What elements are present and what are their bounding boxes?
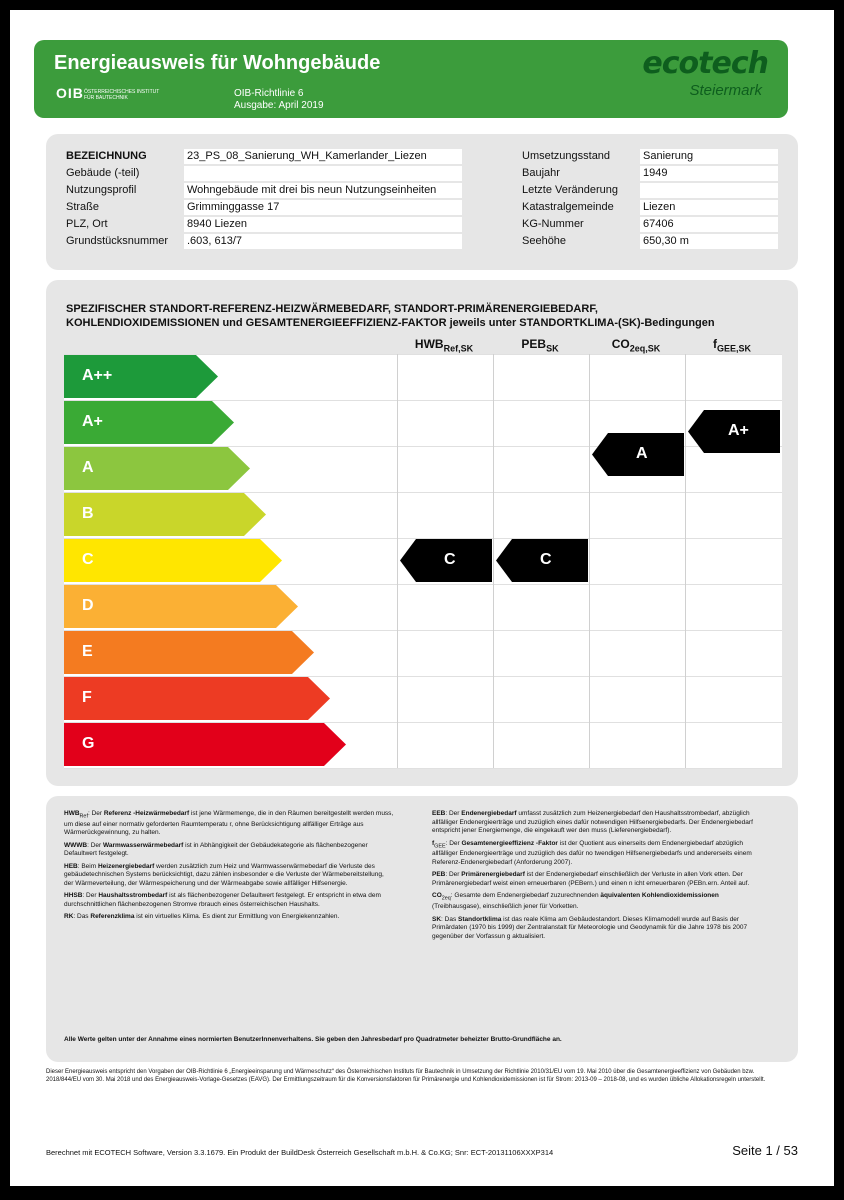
richtlinie: OIB-Richtlinie 6 <box>234 88 304 99</box>
info-label-3: Straße <box>66 201 100 213</box>
legend-term: PEB <box>432 871 446 879</box>
class-arrow-label: A+ <box>82 413 103 430</box>
info-value-5: .603, 613/7 <box>184 234 462 249</box>
legend-term-rest: : Der <box>445 839 462 847</box>
info-right-label-4: KG-Nummer <box>522 218 584 230</box>
column-header-main-2: CO <box>611 337 630 351</box>
legend-term-rest: : Der <box>87 810 104 817</box>
class-arrow-b <box>64 493 266 536</box>
building-info-panel <box>46 134 798 270</box>
class-arrow-label: E <box>82 643 93 660</box>
legend-bold: Haushaltsstrombedarf <box>98 892 168 900</box>
class-arrow-label: B <box>82 505 94 522</box>
class-arrow-shape <box>64 631 314 674</box>
info-label-0: BEZEICHNUNG <box>66 150 147 162</box>
legend-term-rest: : Der <box>445 810 462 817</box>
rating-marker-label: A <box>636 445 648 463</box>
class-arrow-shape <box>64 493 266 536</box>
info-label-5: Grundstücksnummer <box>66 235 169 247</box>
legend-bold: Referenz -Heizwärmebedarf <box>103 810 190 817</box>
legend-left-entry-4 <box>64 913 394 922</box>
legend-term: SK <box>432 915 442 923</box>
info-value-0: 23_PS_08_Sanierung_WH_Kamerlander_Liezen <box>184 149 462 164</box>
legend-right-entry-3 <box>432 892 762 911</box>
info-right-label-0: Umsetzungsstand <box>522 150 611 162</box>
info-right-value-5: 650,30 m <box>640 234 778 249</box>
info-value-4: 8940 Liezen <box>184 217 462 232</box>
column-header-0 <box>398 337 490 353</box>
legend-bold: Referenzklima <box>90 913 135 921</box>
column-header-main-1: PEB <box>521 337 547 351</box>
class-arrow-g <box>64 723 346 766</box>
class-arrow-shape <box>64 585 298 628</box>
legend-right-entry-1 <box>432 840 762 868</box>
legend-left-entry-0 <box>64 810 394 838</box>
class-arrow-label: G <box>82 735 95 752</box>
class-arrow-fill <box>64 631 314 674</box>
class-arrow-shape <box>64 677 330 720</box>
legend-term-rest: : Beim <box>77 862 98 870</box>
oib-logo: OIB <box>56 85 84 101</box>
info-value-3: Grimminggasse 17 <box>184 200 462 215</box>
legend-text: ist in Abhängigkeit der Gebäudekategorie als flächenbezogener Defaultwert festgelegt. <box>64 841 368 858</box>
column-header-main-3: f <box>712 337 717 351</box>
rating-marker-label: A+ <box>728 422 749 440</box>
class-arrow-label: A <box>82 459 94 476</box>
oib-logo-subtitle: ÖSTERREICHISCHES INSTITUT FÜR BAUTECHNIK <box>84 89 160 101</box>
column-header-2 <box>590 337 682 353</box>
legend-term-sub: Ref <box>79 813 88 820</box>
column-header-sub-1: SK <box>546 343 559 354</box>
page-number: Seite 1 / 53 <box>732 1143 798 1158</box>
legend-panel <box>46 796 798 1062</box>
legend-term: WWWB <box>64 841 88 849</box>
info-right-label-2: Letzte Veränderung <box>522 184 619 196</box>
legend-text: ist ein virtuelles Klima. Es dient zur Ermittlung von Energiekennzahlen. <box>134 913 340 921</box>
class-arrow-label: A++ <box>82 367 113 384</box>
energy-scale-panel <box>46 280 798 786</box>
info-value-2: Wohngebäude mit drei bis neun Nutzungseinheiten <box>184 183 462 198</box>
legend-right-entry-0 <box>432 810 762 836</box>
column-header-1 <box>494 337 586 353</box>
legend-text: ist das reale Klima am Gebäudestandort. Dieses Klimamodell wurde auf Basis der Primärdaten (1970 bis 1999) der Zentralanstalt für Meteorologie und Geodynamik für die Jahre 1978 bis 2007 gegenüber der Vorfassun g aktualisiert. <box>432 915 748 940</box>
legend-term: EEB <box>432 810 446 817</box>
class-arrow-aplus <box>64 401 234 444</box>
info-value-1 <box>184 166 462 181</box>
legend-term-sub: 2eq <box>441 895 451 902</box>
class-arrow-fill <box>64 539 282 582</box>
legend-bold: Gesamtenergieeffizienz -Faktor <box>461 839 558 847</box>
legend-term: HWB <box>64 810 80 817</box>
legend-term-rest: : Das <box>441 915 459 923</box>
column-header-main-0: HWB <box>414 337 444 351</box>
disclaimer-text: Dieser Energieausweis entspricht den Vorgaben der OIB-Richtlinie 6 „Energieeinsparung und Wärmeschutz“ des Österreichischen Instituts für Bautechnik in Umsetzung der Richtlinie 2010/31/EU vom 19. Mai 2010 über die Gesamtenergieeffizienz von Gebäuden bzw. 2018/844/EU vom 30. Mai 2018 und des Energieausweis-Vorlage-Gesetzes (EAVG). Der Ermittlungszeitraum für die Konversionsfaktoren für Primärenergie und Kohlendioxidemissionen ist für Strom: 2013-09 – 2018-08, und es wurden übliche Allokationsregeln unterstellt. <box>46 1069 766 1083</box>
legend-term-sub: GEE <box>434 842 446 849</box>
legend-term-rest: : Der <box>445 871 462 879</box>
class-arrow-e <box>64 631 314 674</box>
legend-text: (Treibhausgase), einschließlich jener für Vorketten. <box>432 903 579 911</box>
class-arrow-a <box>64 447 250 490</box>
class-arrow-label: F <box>82 689 92 706</box>
info-label-4: PLZ, Ort <box>66 218 108 230</box>
legend-term: HEB <box>64 862 78 870</box>
ecotech-logo-subtitle: Steiermark <box>689 82 762 99</box>
class-arrow-fill <box>64 493 266 536</box>
info-right-value-1: 1949 <box>640 166 778 181</box>
info-right-label-3: Katastralgemeinde <box>522 201 614 213</box>
info-right-value-3: Liezen <box>640 200 778 215</box>
rating-marker-0 <box>400 539 494 582</box>
column-header-3 <box>686 337 778 353</box>
legend-right-entry-2 <box>432 871 762 888</box>
rating-marker-label: C <box>444 551 456 568</box>
legend-left-entry-3 <box>64 892 394 909</box>
legend-text: ist als flächenbezogener Defaultwert festgelegt. Er entspricht in etwa dem durchschnittlichen flächenbezogenen Stromve rbrauch eines österreichischen Haushalts. <box>64 892 381 908</box>
legend-text: umfasst zusätzlich zum Heizenergiebedarf den Haushaltsstrombedarf, abzüglich allfälliger Endenergieerträge und zuzüglich eines dafür notwendigen Hilfsenergiebedarfs. Der Endenergiebedarf entspricht jener Energiemenge, die eingekauft wer den muss (Lieferenergiebedarf). <box>432 810 753 834</box>
legend-bold: Endenergiebedarf <box>461 810 517 817</box>
class-arrow-shape <box>64 723 346 766</box>
class-arrow-label: C <box>82 551 94 568</box>
rating-marker-3 <box>688 410 782 453</box>
legend-right-column <box>432 810 762 945</box>
legend-term: HHSB <box>64 892 83 900</box>
class-arrow-fill <box>64 585 298 628</box>
ausgabe: Ausgabe: April 2019 <box>234 100 324 111</box>
legend-text: ist jene Wärmemenge, die in den Räumen bereitgestellt werden muss, um diese auf einer normativ geforderten Raumtemperatu r, ohne Berücksichtigung allfälliger Erträge aus Wärmerückgewinnung, zu halten. <box>64 810 394 837</box>
grid-column-line <box>685 354 686 768</box>
header-banner <box>34 40 788 118</box>
rating-marker-2 <box>592 433 686 476</box>
page-title: Energieausweis für Wohngebäude <box>54 52 381 74</box>
scale-heading-line2: KOHLENDIOXIDEMISSIONEN und GESAMTENERGIEEFFIZIENZ-FAKTOR jeweils unter STANDORTKLIMA-(SK)-Bedingungen <box>66 317 715 329</box>
legend-text: ist der Endenergiebedarf einschließlich der Verluste in allen Vork etten. Der Primärenergiebedarf weist einen erneuerbaren (PEBern.) und einen n icht erneuerbaren (PEBn.ern. Anteil auf. <box>432 871 750 887</box>
class-arrow-aplusplus <box>64 355 218 398</box>
scale-heading <box>66 302 786 330</box>
column-header-sub-3: GEE,SK <box>716 343 751 354</box>
legend-term-rest: : Das <box>73 913 91 921</box>
legend-bold: Heizenergiebedarf <box>97 862 155 870</box>
legend-bold: Standortklima <box>458 915 502 923</box>
scale-heading-line1: SPEZIFISCHER STANDORT-REFERENZ-HEIZWÄRMEBEDARF, STANDORT-PRIMÄRENERGIEBEDARF, <box>66 303 598 315</box>
footer-text: Berechnet mit ECOTECH Software, Version 3.3.1679. Ein Produkt der BuildDesk Österreich Gesellschaft m.b.H. & Co.KG; Snr: ECT-20131106XXXP314 <box>46 1148 554 1157</box>
ecotech-logo: ecotech <box>642 46 768 81</box>
legend-text: ist der Quotient aus einerseits dem Endenergiebedarf abzüglich allfälliger Endenergieerträge und zuzüglich des dafür no twendigen Hilfsenergiebedarfs und andererseits einem Referenz-Endenergiebedarf (Anforderung 2007). <box>432 839 752 866</box>
class-arrow-label: D <box>82 597 94 614</box>
class-arrow-fill <box>64 723 346 766</box>
class-arrow-shape <box>64 539 282 582</box>
info-label-2: Nutzungsprofil <box>66 184 137 196</box>
info-right-label-5: Seehöhe <box>522 235 567 247</box>
legend-right-entry-4 <box>432 916 762 942</box>
legend-left-entry-2 <box>64 863 394 889</box>
legend-term: f <box>432 839 435 847</box>
class-arrow-d <box>64 585 298 628</box>
info-right-value-4: 67406 <box>640 217 778 232</box>
grid-column-line <box>397 354 398 768</box>
column-header-sub-0: Ref,SK <box>443 343 474 354</box>
rating-marker-1 <box>496 539 590 582</box>
assumption-note: Alle Werte gelten unter der Annahme eines normierten BenutzerInnenverhaltens. Sie geben den Jahresbedarf pro Quadratmeter beheizter Brutto-Grundfläche an. <box>64 1036 562 1043</box>
legend-term-rest: : Der <box>87 841 104 849</box>
class-arrow-fill <box>64 677 330 720</box>
info-right-value-2 <box>640 183 778 198</box>
legend-term: RK <box>64 913 74 921</box>
legend-text: werden zusätzlich zum Heiz und Warmwasserwärmebedarf die Verluste des gebäudetechnischen Systems berücksichtigt, dazu zählen insbesonder e die Verluste der Wärmebereitstellung, der Wärmeverteilung, der Wärmespeicherung und der Wärmeabgabe sowie allfälliger Hilfsenergie. <box>64 862 384 887</box>
info-right-value-0: Sanierung <box>640 149 778 164</box>
legend-bold: äquivalenten Kohlendioxidemissionen <box>600 892 719 900</box>
class-arrow-f <box>64 677 330 720</box>
info-label-1: Gebäude (-teil) <box>66 167 140 179</box>
scale-grid <box>64 354 782 768</box>
legend-term-rest: : Der <box>82 892 99 900</box>
legend-bold: Warmwasserwärmebedarf <box>103 841 184 849</box>
legend-bold: Primärenergiebedarf <box>461 871 525 879</box>
richtlinie-info <box>234 88 324 112</box>
class-arrow-c <box>64 539 282 582</box>
rating-marker-label: C <box>540 551 552 568</box>
legend-term-rest: : Gesamte dem Endenergiebedarf zuzurechnenden <box>450 892 601 900</box>
legend-left-entry-1 <box>64 842 394 859</box>
legend-term: CO <box>432 892 442 900</box>
grid-row-line <box>64 768 782 769</box>
column-header-sub-2: 2eq,SK <box>629 343 661 354</box>
info-right-label-1: Baujahr <box>522 167 560 179</box>
legend-left-column <box>64 810 394 926</box>
